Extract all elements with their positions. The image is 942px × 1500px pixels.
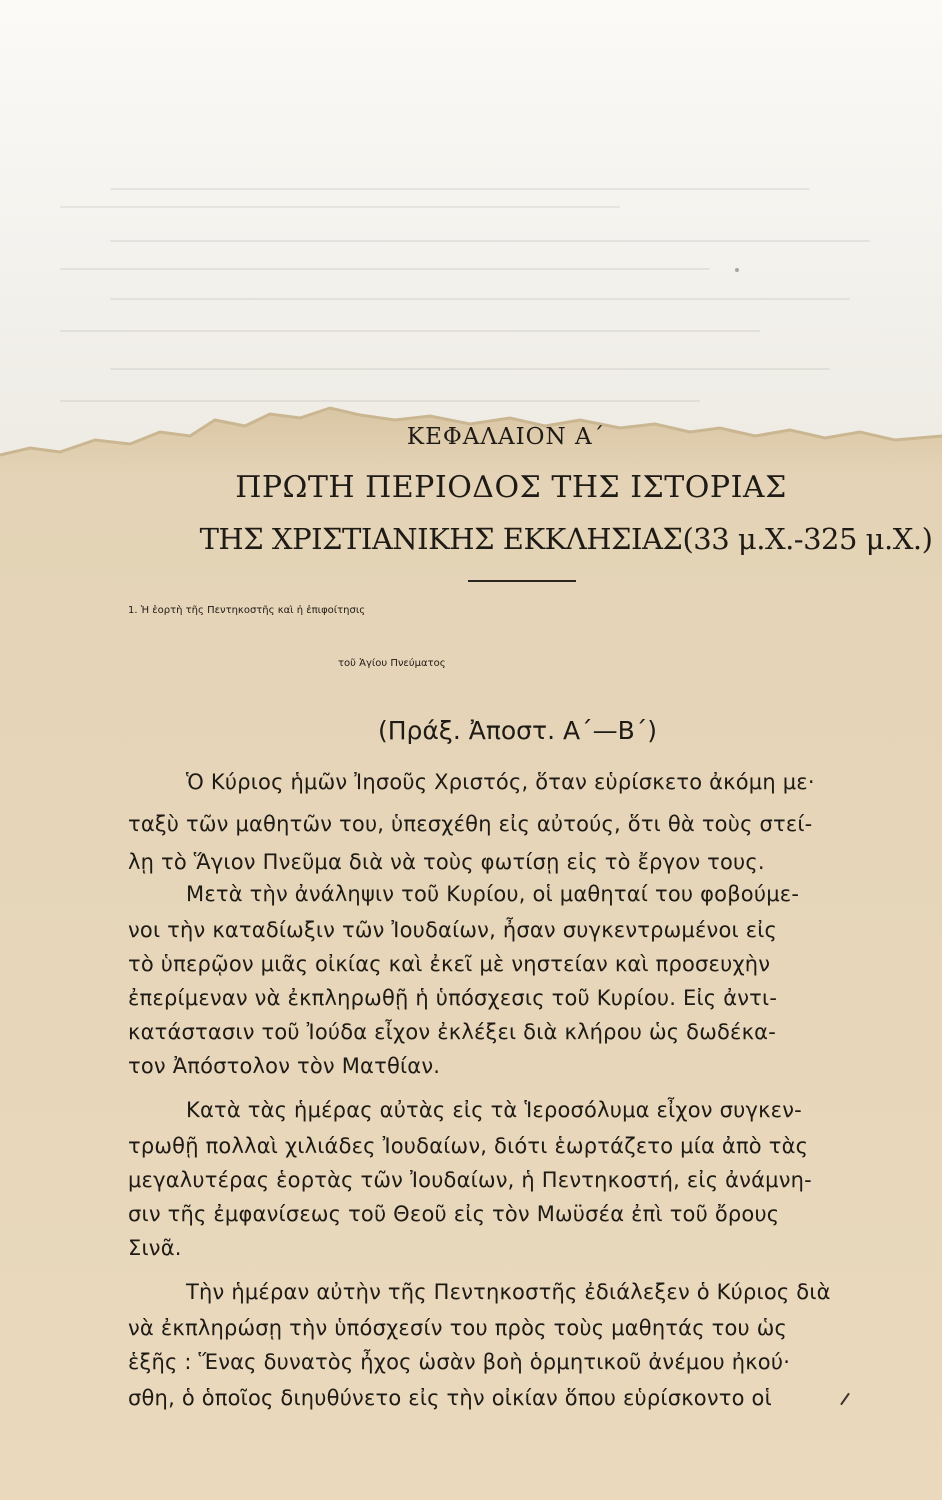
scripture-reference: (Πράξ. Ἀποστ. Α΄—Β΄) [378,716,657,745]
body-line: νοι τὴν καταδίωξιν τῶν Ἰουδαίων, ἦσαν συγκεντρωμένοι εἰς [128,918,778,942]
body-line: Τὴν ἡμέραν αὐτὴν τῆς Πεντηκοστῆς ἐδιάλεξεν ὁ Κύριος διὰ [186,1280,831,1304]
pencil-mark [840,1393,850,1406]
chapter-label: ΚΕΦΑΛΑΙΟΝ Α΄ [406,424,606,450]
body-line: λῃ τὸ Ἅγιον Πνεῦμα διὰ νὰ τοὺς φωτίσῃ εἰς τὸ ἔργον τους. [128,850,765,874]
body-line: ἐπερίμεναν νὰ ἐκπληρωθῇ ἡ ὑπόσχεσις τοῦ Κυρίου. Εἰς ἀντι- [128,986,778,1010]
body-line: κατάστασιν τοῦ Ἰούδα εἶχον ἐκλέξει διὰ κλήρου ὡς δωδέκα- [128,1020,776,1044]
title-divider [468,580,576,582]
body-line: μεγαλυτέρας ἑορτὰς τῶν Ἰουδαίων, ἡ Πεντηκοστή, εἰς ἀνάμνη- [128,1168,812,1192]
body-line: Μετὰ τὴν ἀνάληψιν τοῦ Κυρίου, οἱ μαθηταί του φοβούμε- [186,882,800,906]
body-line: τον Ἀπόστολον τὸν Ματθίαν. [128,1054,441,1078]
body-line: Σινᾶ. [128,1236,182,1260]
body-line: σθη, ὁ ὁποῖος διηυθύνετο εἰς τὴν οἰκίαν ὅπου εὑρίσκοντο οἱ [128,1386,772,1410]
body-line: τρωθῇ πολλαὶ χιλιάδες Ἰουδαίων, διότι ἑωρτάζετο μία ἀπὸ τὰς [128,1134,809,1158]
body-line: Κατὰ τὰς ἡμέρας αὐτὰς εἰς τὰ Ἱεροσόλυμα εἶχον συγκεν- [186,1098,802,1122]
body-line: σιν τῆς ἐμφανίσεως τοῦ Θεοῦ εἰς τὸν Μωϋσέα ἐπὶ τοῦ ὄρους [128,1202,780,1226]
part-title-line-1: ΠΡΩΤΗ ΠΕΡΙΟΔΟΣ ΤΗΣ ΙΣΤΟΡΙΑΣ [235,470,787,505]
body-line: ταξὺ τῶν μαθητῶν του, ὑπεσχέθη εἰς αὐτούς, ὅτι θὰ τοὺς στεί- [128,812,813,836]
body-line: Ὁ Κύριος ἡμῶν Ἰησοῦς Χριστός, ὅταν εὑρίσκετο ἀκόμη με· [186,770,815,794]
section-heading-line-1: 1. Ἡ ἑορτὴ τῆς Πεντηκοστῆς καὶ ἡ ἐπιφοίτησις [128,605,366,616]
section-heading-line-2: τοῦ Ἁγίου Πνεύματος [338,658,446,669]
body-line: ἑξῆς : Ἕνας δυνατὸς ἦχος ὡσὰν βοὴ ὁρμητικοῦ ἀνέμου ἠκού· [128,1350,791,1374]
part-title-line-2: ΤΗΣ ΧΡΙΣΤΙΑΝΙΚΗΣ ΕΚΚΛΗΣΙΑΣ(33 μ.Χ.-325 μ.Χ.) [199,522,933,556]
body-line: νὰ ἐκπληρώσῃ τὴν ὑπόσχεσίν του πρὸς τοὺς μαθητάς του ὡς [128,1316,788,1340]
body-line: τὸ ὑπερῷον μιᾶς οἰκίας καὶ ἐκεῖ μὲ νηστείαν καὶ προσευχὴν [128,952,771,976]
